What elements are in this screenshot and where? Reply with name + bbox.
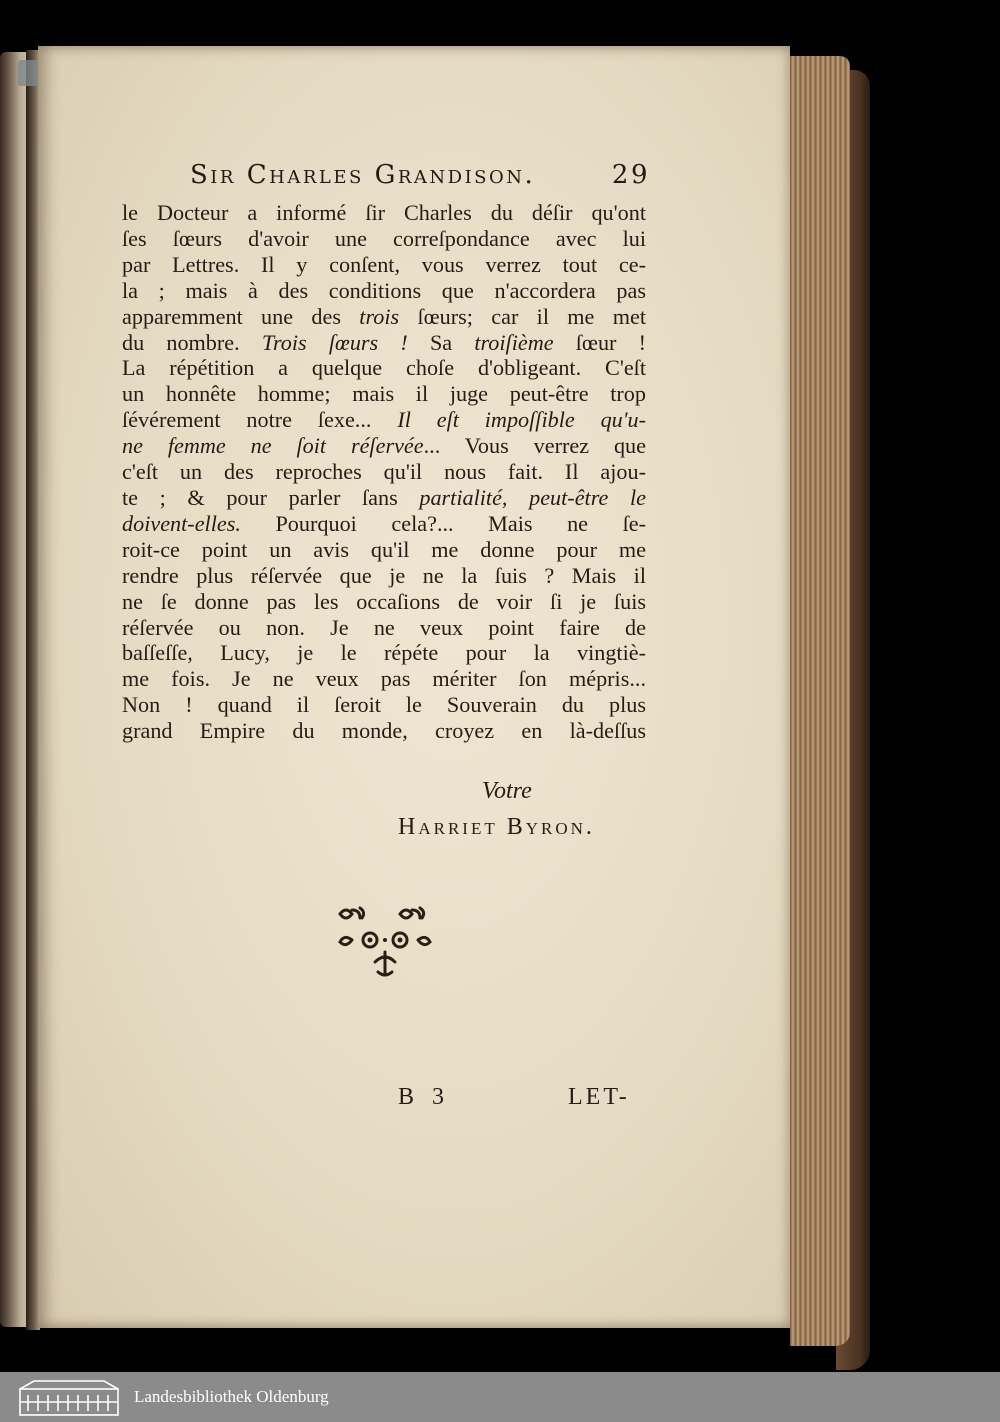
text-run: apparemment une des	[122, 303, 360, 329]
text-line: réſervée ou non. Je ne veux point faire de	[122, 614, 646, 640]
library-building-icon	[14, 1377, 124, 1417]
text-line: rendre plus réſervée que je ne la ſuis ? Mais il	[122, 562, 646, 588]
text-line: un honnête homme; mais il juge peut-être trop	[122, 381, 646, 407]
text-line: ne ſe donne pas les occaſions de voir ſi je ſuis	[122, 588, 646, 614]
footer-bar	[0, 1372, 1000, 1422]
letter-body	[122, 200, 646, 744]
text-line: par Lettres. Il y conſent, vous verrez tout ce-	[122, 251, 646, 277]
closing-salutation: Votre	[482, 778, 532, 804]
printers-fleuron-icon	[330, 900, 440, 980]
italic-run: Trois ſœurs !	[261, 329, 408, 355]
italic-run: troiſième	[474, 329, 554, 355]
closing-signature: Harriet Byron.	[398, 814, 595, 840]
page-stack-edge	[790, 56, 850, 1346]
text-run: Sa	[407, 329, 475, 355]
text-line	[122, 407, 646, 433]
running-head-title: Sir Charles Grandison.	[190, 160, 536, 190]
text-run: du nombre.	[122, 329, 262, 355]
text-line: la ; mais à des conditions que n'accordera pas	[122, 277, 646, 303]
text-line: Non ! quand il ſeroit le Souverain du plus	[122, 692, 646, 718]
italic-run: partialité, peut-être le	[419, 484, 647, 510]
text-line: baſſeſſe, Lucy, je le répéte pour la vingtiè-	[122, 640, 646, 666]
italic-run: trois	[359, 303, 400, 329]
text-line	[122, 304, 646, 330]
text-line	[122, 511, 646, 537]
library-name: Landesbibliothek Oldenburg	[134, 1387, 329, 1406]
text-line: roit-ce point un avis qu'il me donne pour me	[122, 536, 646, 562]
text-line: grand Empire du monde, croyez en là-deſſus	[122, 718, 646, 744]
text-line: le Docteur a informé ſir Charles du déſir qu'ont	[122, 200, 646, 225]
text-line: c'eſt un des reproches qu'il nous fait. Il ajou-	[122, 459, 646, 485]
signature-mark: B 3	[398, 1084, 451, 1110]
text-line: me fois. Je ne veux pas mériter ſon mépris...	[122, 666, 646, 692]
binding-cord	[18, 60, 40, 86]
text-run: Pourquoi cela?... Mais ne ſe-	[240, 510, 646, 536]
catchword: LET-	[568, 1084, 630, 1110]
text-line: ſes ſœurs d'avoir une correſpondance avec lui	[122, 225, 646, 251]
text-run: te ; & pour parler ſans	[122, 484, 420, 510]
italic-run: doivent-elles.	[122, 510, 241, 536]
running-head	[190, 160, 650, 190]
italic-run: Il eſt impoſſible qu'u-	[397, 407, 646, 433]
page-number: 29	[611, 160, 650, 190]
text-line: La répétition a quelque choſe d'obligeant. C'eſt	[122, 355, 646, 381]
text-run: ſévérement notre ſexe...	[122, 407, 398, 433]
text-line	[122, 485, 646, 511]
text-line	[122, 433, 646, 459]
italic-run: ne femme ne ſoit réſervée	[122, 433, 424, 459]
text-run: ſœur !	[553, 329, 647, 355]
text-run: ... Vous verrez que	[423, 433, 646, 459]
text-line	[122, 330, 646, 356]
text-run: ſœurs; car il me met	[399, 303, 646, 329]
